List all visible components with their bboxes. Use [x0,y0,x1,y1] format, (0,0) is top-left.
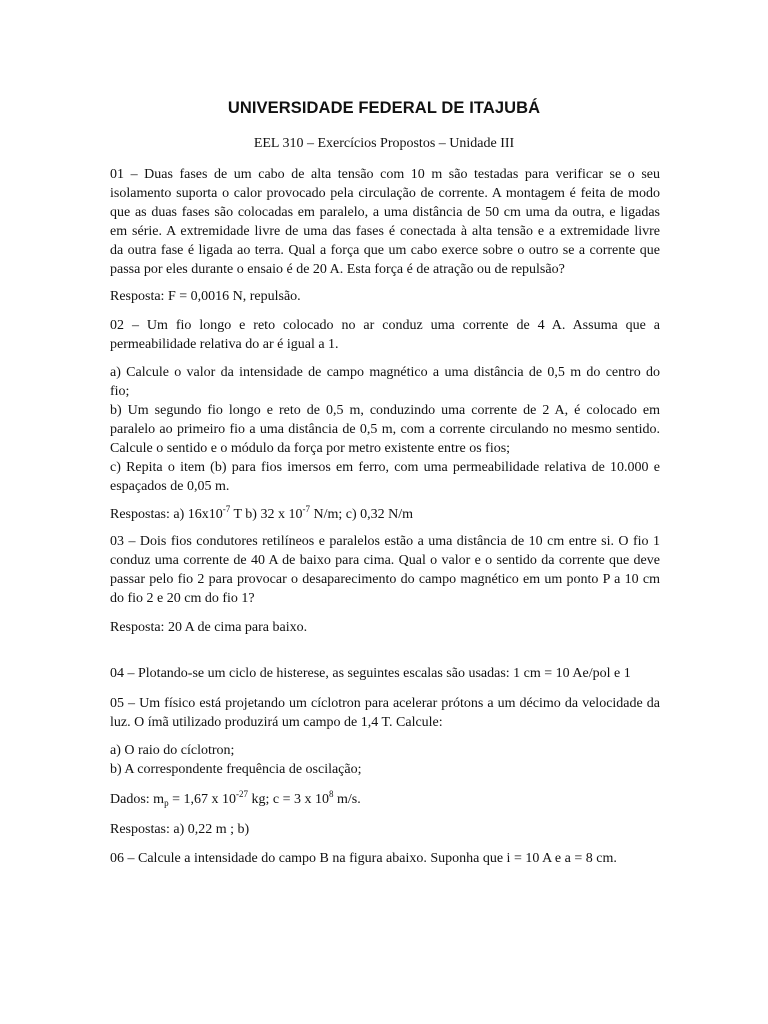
question-05 [110,694,660,732]
question-02-item-line: Calcule o sentido e o módulo da força por metro existente entre os fios; [110,441,511,456]
question-05-items [110,741,660,779]
question-05-data [110,790,660,809]
question-01-line: 01 – Duas fases de um cabo de alta tensão com 10 m são testadas para verificar se o seu [110,167,660,182]
question-06: 06 – Calcule a intensidade do campo B na figura abaixo. Suponha que i = 10 A e a = 8 cm. [110,851,617,866]
data-text: = 1,67 x 10 [168,792,236,807]
question-01 [110,165,660,279]
question-03-line: 03 – Dois fios condutores retilíneos e paralelos estão a uma distância de 10 cm entre si. O fio 1 [110,534,660,549]
answer-text: T b) 32 x 10 [230,507,303,522]
question-02-items [110,363,660,496]
question-03-line: do fio 2 e 20 cm do fio 1? [110,591,255,606]
exponent: -7 [302,504,310,514]
question-05-answer: Respostas: a) 0,22 m ; b) [110,822,250,837]
question-02-item-line: a) Calcule o valor da intensidade de campo magnético a uma distância de 0,5 m do centro do [110,365,660,380]
question-03-line: conduz uma corrente de 40 A de baixo para cima. Qual o valor e o sentido da corrente que deve [110,553,660,568]
answer-text: N/m; c) 0,32 N/m [309,507,414,522]
question-05-line: 05 – Um físico está projetando um cíclotron para acelerar prótons a um décimo da velocidade da [110,696,660,711]
subscript: p [164,798,169,808]
question-02-item-line: paralelo ao primeiro fio a uma distância de 0,5 m, com a corrente circulando no mesmo sentido. [110,422,660,437]
question-01-answer: Resposta: F = 0,0016 N, repulsão. [110,289,301,304]
question-02 [110,316,660,354]
data-text: kg; c = 3 x 10 [247,792,329,807]
question-02-item-line: fio; [110,384,130,399]
question-05-item: a) O raio do cíclotron; [110,743,235,758]
data-text: Dados: m [110,792,165,807]
answer-text: Respostas: a) 16x10 [110,507,223,522]
question-05-line: luz. O ímã utilizado produzirá um campo de 1,4 T. Calcule: [110,715,443,730]
question-02-line: permeabilidade relativa do ar é igual a 1. [110,337,339,352]
question-05-item: b) A correspondente frequência de oscilação; [110,762,362,777]
question-01-line: isolamento suporta o calor provocado pela circulação de corrente. A montagem é feita de modo [110,186,660,201]
exponent: 8 [328,789,334,799]
question-03-line: passar pelo fio 2 para provocar o desaparecimento do campo magnético em um ponto P a 10 cm [110,572,660,587]
data-text: m/s. [333,792,361,807]
question-02-item-line: c) Repita o item (b) para fios imersos em ferro, com uma permeabilidade relativa de 10.000 e [110,460,660,475]
question-03 [110,532,660,608]
question-02-answer [110,505,660,524]
page-subtitle: EEL 310 – Exercícios Propostos – Unidade III [253,136,515,151]
question-01-line: em série. A extremidade livre de uma das fases é conectada à alta tensão e a extremidade livre [110,224,660,239]
question-01-line: da outra fase é ligada ao terra. Qual a força que um cabo exerce sobre o outro se a corrente que [110,243,660,258]
page-title: UNIVERSIDADE FEDERAL DE ITAJUBÁ [227,99,541,117]
question-02-item-line: b) Um segundo fio longo e reto de 0,5 m, conduzindo uma corrente de 2 A, é colocado em [110,403,660,418]
question-03-answer: Resposta: 20 A de cima para baixo. [110,620,308,635]
exponent: -27 [235,789,248,799]
question-02-line: 02 – Um fio longo e reto colocado no ar conduz uma corrente de 4 A. Assuma que a [110,318,660,333]
question-02-item-line: espaçados de 0,05 m. [110,479,230,494]
exponent: -7 [222,504,231,514]
question-04: 04 – Plotando-se um ciclo de histerese, as seguintes escalas são usadas: 1 cm = 10 Ae/pol e 1 [110,666,631,681]
question-01-line: que as duas fases são colocadas em paralelo, a uma distância de 50 cm uma da outra, e ligadas [110,205,660,220]
question-01-line: passa por eles durante o ensaio é de 20 A. Esta força é de atração ou de repulsão? [110,262,565,277]
